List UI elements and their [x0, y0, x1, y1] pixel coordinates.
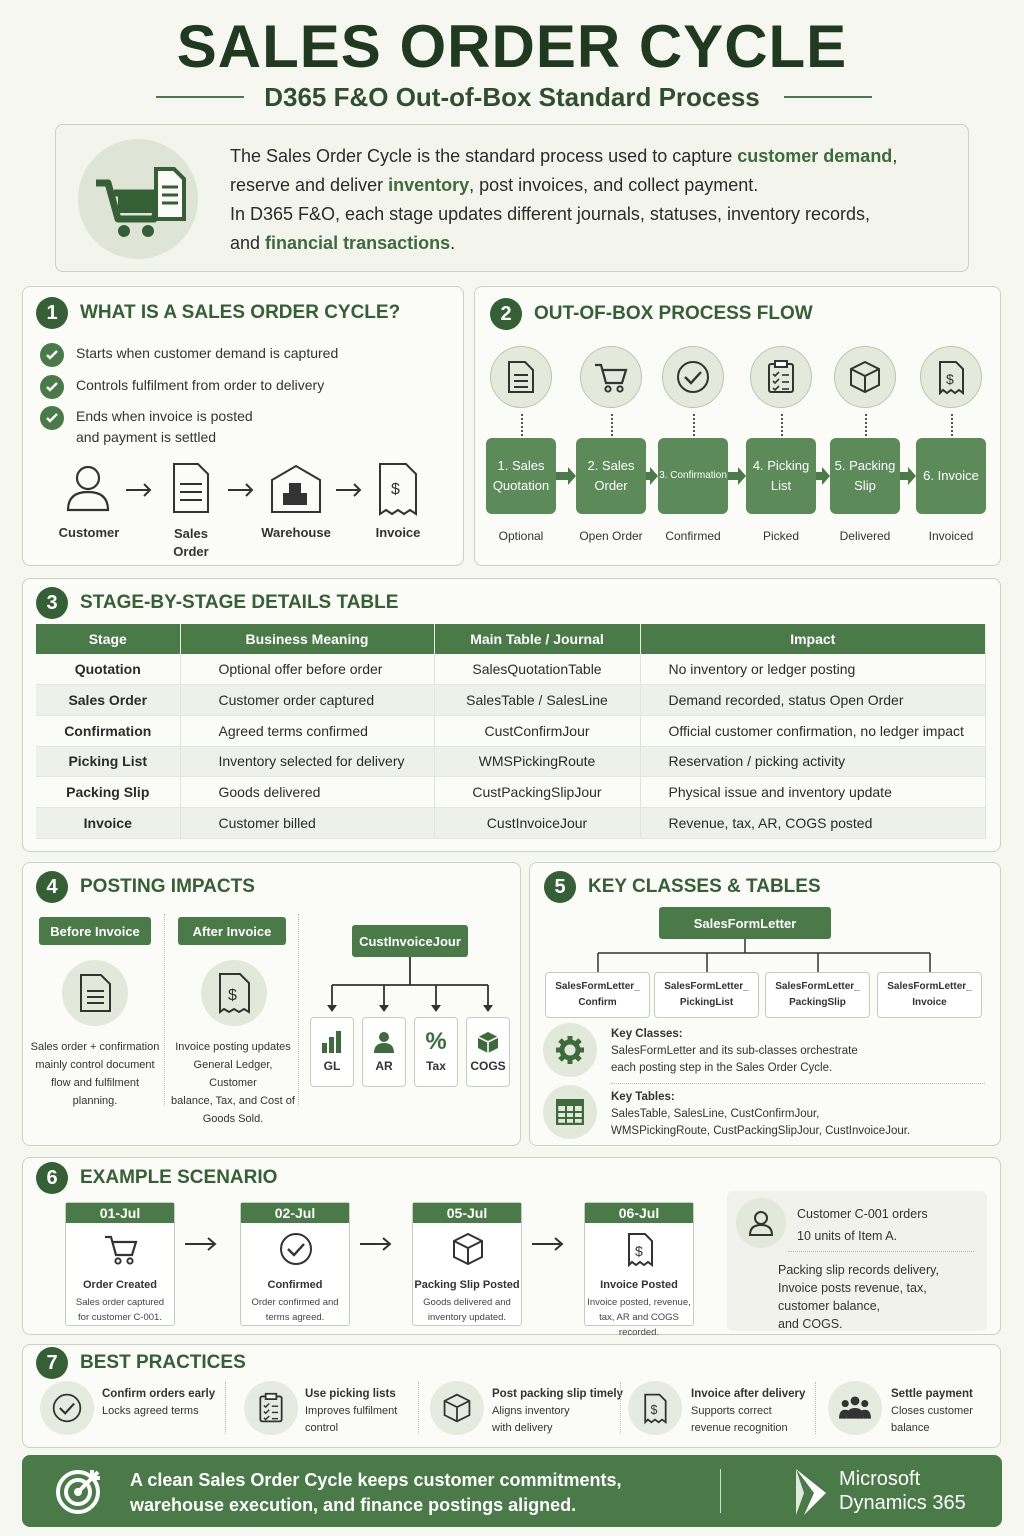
flow-step-icon [750, 346, 812, 408]
svg-text:$: $ [228, 987, 237, 1004]
connector [693, 414, 695, 436]
sub-class-box: SalesFormLetter_ PackingSlip [765, 972, 870, 1018]
section5-heading: 5 KEY CLASSES & TABLES [544, 871, 821, 903]
scenario-event [412, 1202, 522, 1326]
cust-invoice-jour-box: CustInvoiceJour [352, 925, 468, 957]
bullet-1: Starts when customer demand is captured [40, 343, 338, 367]
mini-flow-warehouse: Warehouse [261, 525, 331, 540]
table-cell: Invoice [36, 807, 180, 838]
box-icon [450, 1231, 486, 1267]
table-row [36, 685, 986, 716]
event-description: Goods delivered and inventory updated. [423, 1297, 511, 1323]
event-description: Sales order captured for customer C-001. [75, 1297, 165, 1323]
table-cell: Confirmation [36, 715, 180, 746]
arrow-right-icon [126, 484, 150, 496]
before-invoice-text: Sales order + confirmation mainly control document flow and fulfilment planning. [30, 1041, 160, 1107]
event-date: 06-Jul [585, 1203, 693, 1223]
flow-step-box: 6. Invoice [916, 438, 986, 514]
table-cell: Demand recorded, status Open Order [640, 685, 986, 716]
column-header: Impact [640, 624, 986, 654]
event-title: Order Created [83, 1279, 157, 1291]
after-invoice-tag: After Invoice [178, 917, 286, 945]
footer-message: A clean Sales Order Cycle keeps customer commitments, warehouse execution, and finance postings aligned. [130, 1470, 622, 1515]
scenario-event [240, 1202, 350, 1326]
section3-heading: 3 STAGE-BY-STAGE DETAILS TABLE [36, 587, 398, 619]
intro-text: The Sales Order Cycle is the standard process used to capture customer demand, reserve and deliver inventory, post invoices, and collect payment. In D365 F&O, each stage updates different journals, statuses, inventory records, and financial transactions. [230, 146, 898, 253]
section2-heading: 2 OUT-OF-BOX PROCESS FLOW [490, 298, 813, 330]
flow-step-box: 5. Packing Slip [830, 438, 900, 514]
table-cell: Customer billed [180, 807, 434, 838]
svg-text:$: $ [650, 1403, 658, 1418]
invoice-icon [639, 1392, 671, 1424]
connector [951, 414, 953, 436]
divider [611, 1083, 985, 1084]
svg-text:$: $ [635, 1243, 643, 1259]
table-row [36, 746, 986, 777]
footer-banner [22, 1455, 1002, 1527]
event-title: Confirmed [267, 1279, 323, 1291]
key-classes-text: Key Classes: SalesFormLetter and its sub-classes orchestrate each posting step in the Sales Order Cycle. [611, 1028, 858, 1074]
dynamics-logo-icon [792, 1467, 832, 1517]
mini-flow-sales-order: Sales Order [173, 526, 209, 559]
arrow-right-icon [336, 484, 360, 496]
arrow-right-icon [228, 484, 252, 496]
scenario-event [65, 1202, 175, 1326]
table-row [36, 715, 986, 746]
table-row [36, 807, 986, 838]
best-practice-icon [628, 1381, 682, 1435]
event-title: Invoice Posted [600, 1279, 678, 1291]
key-tables-text: Key Tables: SalesTable, SalesLine, CustConfirmJour, WMSPickingRoute, CustPackingSlipJour, CustInvoiceJour. [611, 1091, 911, 1137]
arrow-right-icon [728, 466, 746, 486]
column-header: Stage [36, 624, 180, 654]
flow-step-status: Picked [762, 529, 800, 543]
flow-step-status: Confirmed [665, 529, 721, 543]
clipboard-icon [763, 359, 799, 395]
flow-step-box: 2. Sales Order [576, 438, 646, 514]
bullet-2: Controls fulfilment from order to delivery [40, 375, 324, 399]
check-icon [278, 1231, 314, 1267]
document-icon [62, 960, 128, 1026]
flow-step-box: 1. Sales Quotation [486, 438, 556, 514]
before-invoice-tag: Before Invoice [39, 917, 151, 945]
invoice-icon [380, 464, 416, 514]
table-cell: No inventory or ledger posting [640, 654, 986, 685]
brand-name: Microsoft Dynamics 365 [839, 1468, 966, 1514]
person-icon [373, 1031, 395, 1053]
event-description: Order confirmed and terms agreed. [251, 1297, 339, 1323]
sub-class-box: SalesFormLetter_ Confirm [545, 972, 650, 1018]
check-icon [675, 359, 711, 395]
percent-icon: % [425, 1028, 447, 1055]
connector [865, 414, 867, 436]
table-cell: CustPackingSlipJour [434, 777, 640, 808]
after-invoice-text: Invoice posting updates General Ledger, Customer balance, Tax, and Cost of Goods Sold. [171, 1041, 295, 1125]
mini-flow-invoice: Invoice [375, 525, 421, 540]
gl-box: GL [310, 1017, 354, 1087]
table-cell: Inventory selected for delivery [180, 746, 434, 777]
cart-icon [593, 359, 629, 395]
section1-heading: 1 WHAT IS A SALES ORDER CYCLE? [36, 297, 400, 329]
arrow-right-icon [183, 1236, 219, 1252]
flow-step-box: 4. Picking List [746, 438, 816, 514]
divider [164, 914, 165, 1106]
event-date: 05-Jul [413, 1203, 521, 1223]
stage-details-table [36, 624, 986, 839]
divider [298, 914, 299, 1106]
arrow-right-icon [646, 466, 658, 486]
checkmark-icon [40, 343, 64, 367]
connector [611, 414, 613, 436]
event-description: Invoice posted, revenue, tax, AR and COGS recorded. [587, 1297, 691, 1338]
warehouse-icon [272, 466, 320, 512]
flow-step-icon [834, 346, 896, 408]
connector [521, 414, 523, 436]
people-icon [839, 1392, 871, 1424]
scenario-customer: Customer C-001 orders 10 units of Item A. [797, 1207, 928, 1243]
target-icon [54, 1466, 104, 1516]
subtitle-rule-right [784, 96, 872, 98]
table-cell: CustConfirmJour [434, 715, 640, 746]
document-icon [503, 359, 539, 395]
arrow-right-icon [358, 1236, 394, 1252]
best-practice-item: Post packing slip timely Aligns inventory with delivery [492, 1388, 624, 1434]
table-cell: SalesQuotationTable [434, 654, 640, 685]
best-practice-item: Invoice after delivery Supports correct revenue recognition [691, 1388, 806, 1434]
scenario-event [584, 1202, 694, 1338]
flow-step-icon [920, 346, 982, 408]
document-icon [174, 464, 208, 512]
invoice-icon [201, 960, 267, 1026]
best-practice-icon [430, 1381, 484, 1435]
page-title: SALES ORDER CYCLE [176, 13, 848, 80]
ar-box: AR [362, 1017, 406, 1087]
divider [418, 1382, 419, 1434]
box-icon [476, 1031, 500, 1053]
flow-step-icon [580, 346, 642, 408]
best-practice-item: Confirm orders early Locks agreed terms [102, 1388, 216, 1417]
table-cell: WMSPickingRoute [434, 746, 640, 777]
class-hierarchy-lines [540, 939, 990, 973]
box-icon [441, 1392, 473, 1424]
clipboard-icon [255, 1392, 287, 1424]
table-cell: Customer order captured [180, 685, 434, 716]
invoice-icon [933, 359, 969, 395]
cart-document-icon [78, 139, 198, 259]
gear-icon [543, 1023, 597, 1077]
scenario-summary-text: Packing slip records delivery, Invoice posts revenue, tax, customer balance, and COGS. [778, 1263, 939, 1331]
divider [815, 1382, 816, 1434]
flow-step-status: Delivered [839, 529, 891, 543]
invoice-icon [622, 1231, 658, 1267]
table-cell: Physical issue and inventory update [640, 777, 986, 808]
person-icon [736, 1198, 786, 1248]
divider [720, 1469, 721, 1513]
sub-class-box: SalesFormLetter_ Invoice [877, 972, 982, 1018]
table-cell: Packing Slip [36, 777, 180, 808]
svg-text:$: $ [946, 371, 954, 387]
table-cell: Official customer confirmation, no ledger impact [640, 715, 986, 746]
flow-step-status: Open Order [579, 529, 643, 543]
table-cell: Optional offer before order [180, 654, 434, 685]
arrow-right-icon [816, 466, 830, 486]
table-cell: Revenue, tax, AR, COGS posted [640, 807, 986, 838]
section4-heading: 4 POSTING IMPACTS [36, 871, 255, 903]
table-row [36, 777, 986, 808]
journal-connector [300, 957, 520, 1017]
event-date: 01-Jul [66, 1203, 174, 1223]
flow-step-status: Invoiced [928, 529, 974, 543]
arrow-right-icon [900, 466, 916, 486]
table-cell: Reservation / picking activity [640, 746, 986, 777]
checkmark-icon [40, 375, 64, 399]
arrow-right-icon [530, 1236, 566, 1252]
table-cell: Sales Order [36, 685, 180, 716]
column-header: Business Meaning [180, 624, 434, 654]
connector [781, 414, 783, 436]
divider [788, 1251, 974, 1252]
section7-heading: 7 BEST PRACTICES [36, 1347, 246, 1379]
person-icon [68, 467, 108, 510]
best-practice-icon [40, 1381, 94, 1435]
check-icon [51, 1392, 83, 1424]
flow-step-box: 3. Confirmation [658, 438, 728, 514]
table-cell: Quotation [36, 654, 180, 685]
mini-flow-icons [40, 460, 440, 520]
table-icon [543, 1085, 597, 1139]
box-icon [847, 359, 883, 395]
tax-box: % Tax [414, 1017, 458, 1087]
divider [620, 1382, 621, 1434]
table-row [36, 654, 986, 685]
page-subtitle: D365 F&O Out-of-Box Standard Process [264, 82, 760, 112]
best-practice-item: Settle payment Closes customer balance [891, 1388, 973, 1434]
flow-step-icon [662, 346, 724, 408]
table-cell: SalesTable / SalesLine [434, 685, 640, 716]
event-title: Packing Slip Posted [414, 1279, 520, 1291]
bar-chart-icon [320, 1031, 344, 1053]
mini-flow-customer: Customer [58, 525, 120, 540]
svg-text:$: $ [391, 481, 400, 498]
checkmark-icon [40, 406, 64, 430]
table-cell: CustInvoiceJour [434, 807, 640, 838]
cogs-box: COGS [466, 1017, 510, 1087]
column-header: Main Table / Journal [434, 624, 640, 654]
sub-class-box: SalesFormLetter_ PickingList [654, 972, 759, 1018]
table-cell: Agreed terms confirmed [180, 715, 434, 746]
sales-form-letter-box: SalesFormLetter [659, 907, 831, 939]
table-cell: Picking List [36, 746, 180, 777]
best-practice-item: Use picking lists Improves fulfilment control [305, 1388, 398, 1434]
bullet-3: Ends when invoice is posted and payment is settled [40, 406, 253, 448]
table-cell: Goods delivered [180, 777, 434, 808]
arrow-right-icon [556, 466, 576, 486]
event-date: 02-Jul [241, 1203, 349, 1223]
cart-icon [103, 1231, 139, 1267]
divider [225, 1382, 226, 1434]
flow-step-icon [490, 346, 552, 408]
best-practice-icon [244, 1381, 298, 1435]
best-practice-icon [828, 1381, 882, 1435]
section6-heading: 6 EXAMPLE SCENARIO [36, 1162, 277, 1194]
flow-step-status: Optional [498, 529, 544, 543]
